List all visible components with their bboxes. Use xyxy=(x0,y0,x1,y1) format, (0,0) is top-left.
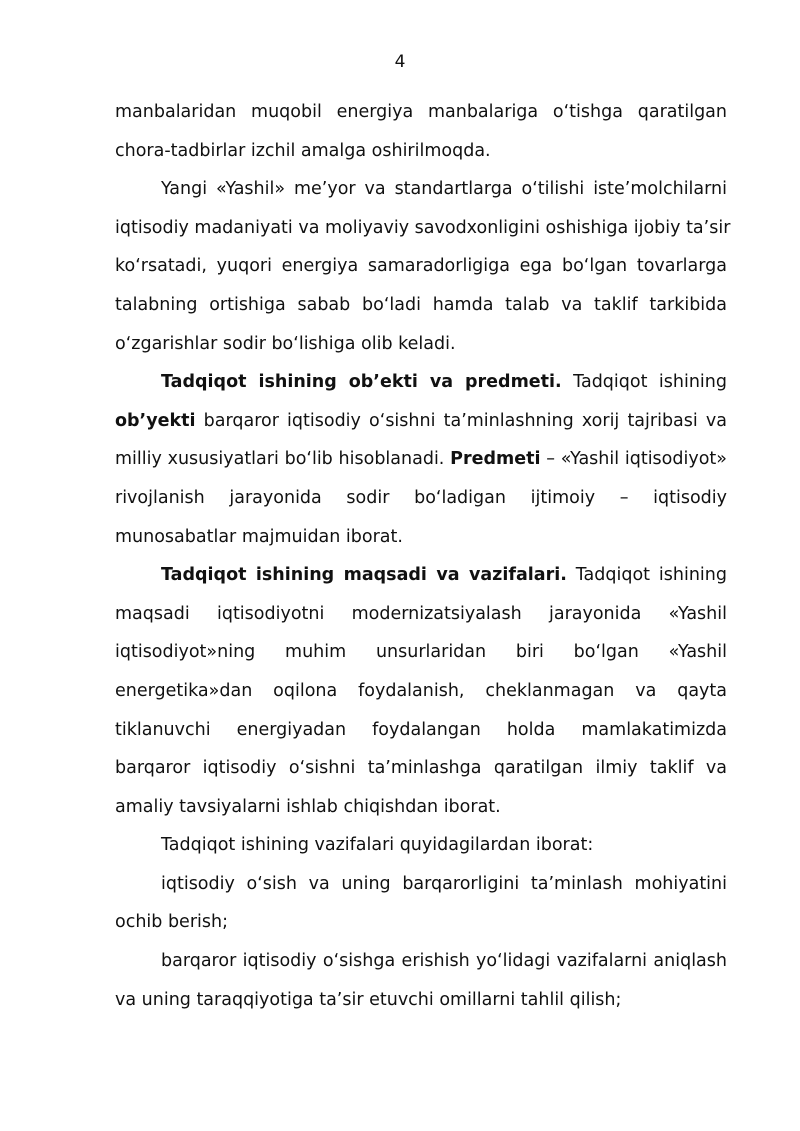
object-section-text: barqaror iqtisodiy o‘sishni ta’minlashning xorij tajribasi va xyxy=(203,410,727,431)
object-section-line xyxy=(115,363,727,402)
task-item xyxy=(115,942,727,981)
object-section-text: – «Yashil iqtisodiyot» xyxy=(546,449,727,470)
document-body xyxy=(115,93,731,1019)
goal-section-text: Tadqiqot ishining xyxy=(575,565,727,586)
paragraph-line: iqtisodiy madaniyati va moliyaviy savodxonligini oshishiga ijobiy ta’sir xyxy=(115,217,731,238)
paragraph-line: talabning ortishiga sabab bo‘ladi hamda talab va taklif tarkibida xyxy=(115,294,727,315)
subject-term: Predmeti xyxy=(450,449,541,470)
object-section-line: rivojlanish jarayonida sodir bo‘ladigan ijtimoiy – iqtisodiy xyxy=(115,487,727,508)
object-section-line: munosabatlar majmuidan iborat. xyxy=(115,526,403,547)
paragraph-line: ko‘rsatadi, yuqori energiya samaradorligiga ega bo‘lgan tovarlarga xyxy=(115,256,727,277)
object-section-heading: Tadqiqot ishining ob’ekti va predmeti. xyxy=(161,372,562,393)
task-text: barqaror iqtisodiy o‘sishga erishish yo‘lidagi vazifalarni aniqlash xyxy=(161,951,727,972)
page-number: 4 xyxy=(394,52,406,72)
goal-section-heading: Tadqiqot ishining maqsadi va vazifalari. xyxy=(161,565,567,586)
object-section-text: milliy xususiyatlari bo‘lib hisoblanadi. xyxy=(115,449,445,470)
paragraph-line: Yangi «Yashil» me’yor va standartlarga o‘tilishi iste’molchilarni xyxy=(161,179,727,200)
task-item xyxy=(115,865,727,904)
paragraph-line: o‘zgarishlar sodir bo‘lishiga olib keladi. xyxy=(115,333,456,354)
goal-section-line: amaliy tavsiyalarni ishlab chiqishdan iborat. xyxy=(115,796,501,817)
task-text: ochib berish; xyxy=(115,912,228,933)
bullet-icon xyxy=(115,865,161,904)
bullet-icon xyxy=(115,942,161,981)
goal-section-line: barqaror iqtisodiy o‘sishni ta’minlashga qaratilgan ilmiy taklif va xyxy=(115,758,727,779)
paragraph-line: chora-tadbirlar izchil amalga oshirilmoqda. xyxy=(115,140,491,161)
object-section-line xyxy=(115,440,727,479)
goal-section-line: energetika»dan oqilona foydalanish, cheklanmagan va qayta xyxy=(115,680,727,701)
goal-section-line xyxy=(115,556,727,595)
task-text: va uning taraqqiyotiga ta’sir etuvchi omillarni tahlil qilish; xyxy=(115,989,622,1010)
goal-section-line: maqsadi iqtisodiyotni modernizatsiyalash jarayonida «Yashil xyxy=(115,603,727,624)
goal-section-line: tiklanuvchi energiyadan foydalangan holda mamlakatimizda xyxy=(115,719,727,740)
goal-section-line: iqtisodiyot»ning muhim unsurlaridan biri bo‘lgan «Yashil xyxy=(115,642,727,663)
task-text: iqtisodiy o‘sish va uning barqarorligini ta’minlash mohiyatini xyxy=(161,873,727,894)
tasks-intro: Tadqiqot ishining vazifalari quyidagilardan iborat: xyxy=(161,835,594,856)
paragraph-line: manbalaridan muqobil energiya manbalariga o‘tishga qaratilgan xyxy=(115,102,727,122)
object-section-line xyxy=(115,402,727,441)
object-term: ob’yekti xyxy=(115,410,196,431)
object-section-text: Tadqiqot ishining xyxy=(573,372,727,393)
